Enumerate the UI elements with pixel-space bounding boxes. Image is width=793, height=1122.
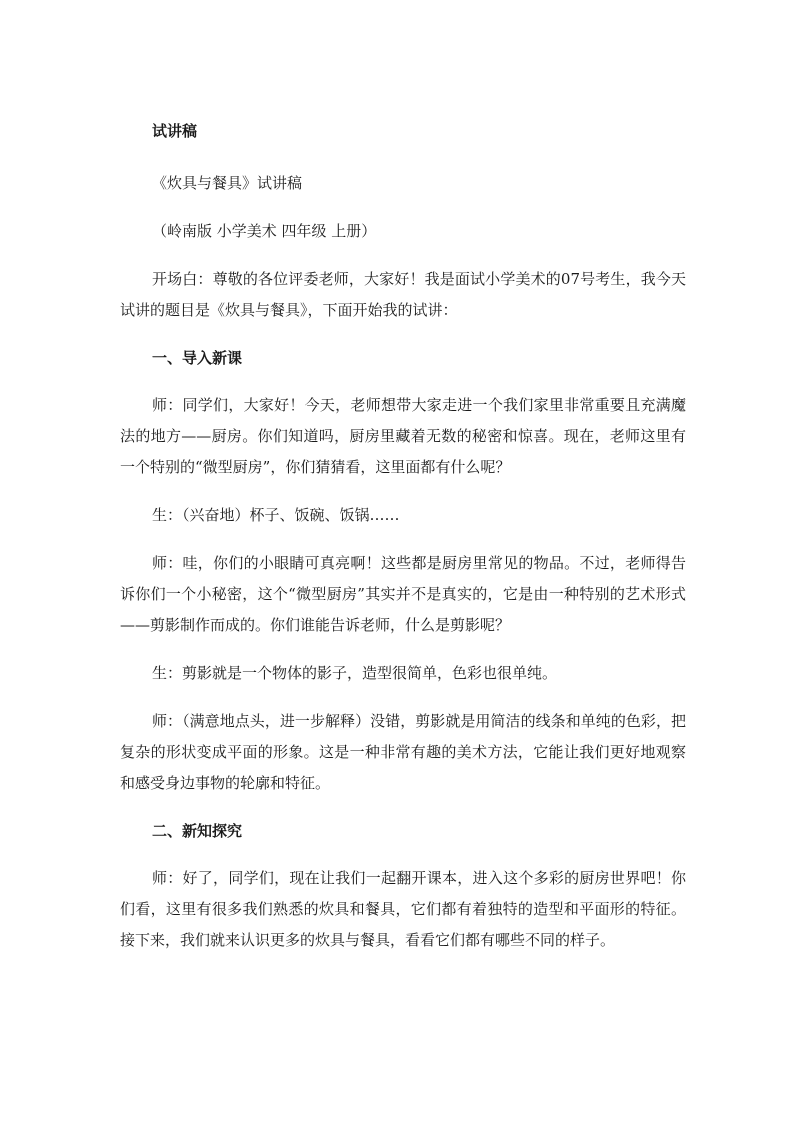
paragraph: 师：好了，同学们，现在让我们一起翻开课本，进入这个多彩的厨房世界吧！你们看，这里有很多我们熟悉的炊具和餐具，它们都有着独特的造型和平面形的特征。接下来，我们就来认识更多的炊具与餐具，看看它们都有哪些不同的样子。 [120, 869, 686, 949]
paragraph: 生：（兴奋地）杯子、饭碗、饭锅…… [152, 506, 400, 524]
paragraph: 师：哇，你们的小眼睛可真亮啊！这些都是厨房里常见的物品。不过，老师得告诉你们一个小秘密，这个“微型厨房”其实并不是真实的，它是由一种特别的艺术形式——剪影制作而成的。你们谁能告诉老师，什么是剪影呢？ [120, 554, 686, 634]
edition-info: （岭南版 小学美术 四年级 上册） [152, 222, 377, 240]
paragraph: 师：同学们，大家好！今天，老师想带大家走进一个我们家里非常重要且充满魔法的地方——厨房。你们知道吗，厨房里藏着无数的秘密和惊喜。现在，老师这里有一个特别的“微型厨房”，你们猜猜看，这里面都有什么呢？ [120, 396, 686, 476]
opening-paragraph: 开场白：尊敬的各位评委老师，大家好！我是面试小学美术的07号考生，我今天试讲的题目是《炊具与餐具》，下面开始我的试讲： [120, 270, 686, 319]
section-heading-explore: 二、新知探究 [152, 822, 243, 840]
section-heading-intro: 一、导入新课 [152, 349, 243, 367]
document-body [120, 116, 686, 956]
lesson-subtitle: 《炊具与餐具》试讲稿 [152, 174, 303, 192]
document-title: 试讲稿 [152, 122, 198, 140]
paragraph: 生：剪影就是一个物体的影子，造型很简单，色彩也很单纯。 [152, 664, 558, 682]
paragraph: 师：（满意地点头，进一步解释）没错，剪影就是用简洁的线条和单纯的色彩，把复杂的形状变成平面的形象。这是一种非常有趣的美术方法，它能让我们更好地观察和感受身边事物的轮廓和特征。 [120, 712, 686, 792]
